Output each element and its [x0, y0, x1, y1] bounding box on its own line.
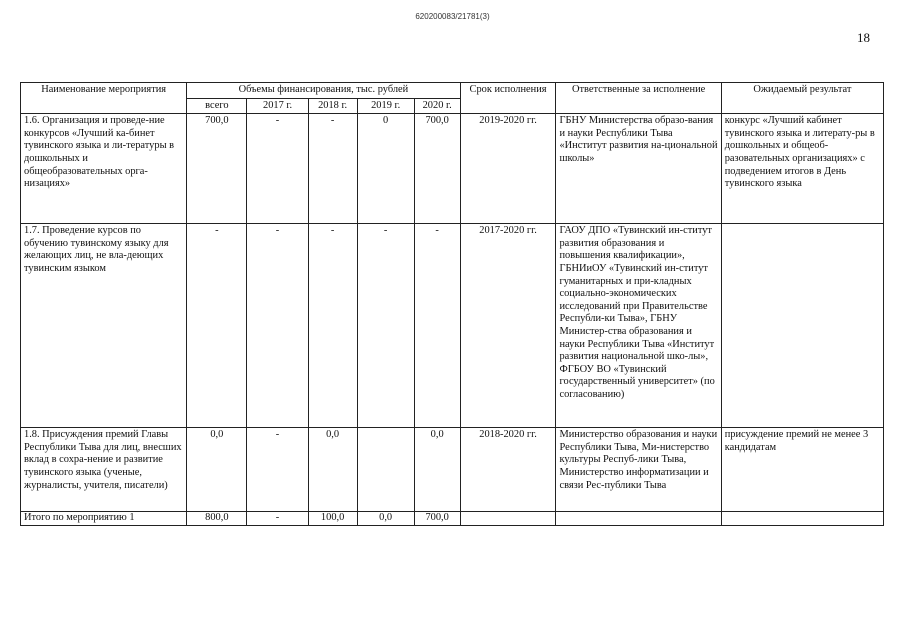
cell-2017: -: [247, 224, 308, 428]
header-2019: 2019 г.: [357, 98, 414, 114]
cell-total: 0,0: [187, 428, 247, 512]
cell-result: присуждение премий не менее 3 кандидатам: [721, 428, 883, 512]
cell-2018: -: [308, 224, 357, 428]
cell-name: 1.8. Присуждения премий Главы Республики Тыва для лиц, внесших вклад в сохра-нение и развитие тувинского языка (ученые, журналисты, учителя, писатели): [21, 428, 187, 512]
cell-total: -: [187, 224, 247, 428]
total-2018: 100,0: [308, 512, 357, 526]
cell-term: 2019-2020 гг.: [460, 114, 556, 224]
document-stamp: 620200083/21781(3): [415, 12, 490, 21]
total-label: Итого по мероприятию 1: [21, 512, 187, 526]
header-2018: 2018 г.: [308, 98, 357, 114]
cell-result: конкурс «Лучший кабинет тувинского языка и литерату-ры в дошкольных и общеоб-разовательных организациях» с подведением итогов в День тувинского языка: [721, 114, 883, 224]
header-2017: 2017 г.: [247, 98, 308, 114]
page-number: 18: [857, 30, 870, 45]
cell-2020: -: [414, 224, 460, 428]
cell-2017: -: [247, 114, 308, 224]
cell-responsible: Министерство образования и науки Республики Тыва, Ми-нистерство культуры Респуб-лики Тыва, Министерство информатизации и связи Рес-публики Тыва: [556, 428, 721, 512]
header-responsible: Ответственные за исполнение: [556, 83, 721, 114]
total-term: [460, 512, 556, 526]
header-funding: Объемы финансирования, тыс. рублей: [187, 83, 460, 99]
header-term: Срок исполнения: [460, 83, 556, 114]
cell-name: 1.6. Организация и проведе-ние конкурсов «Лучший ка-бинет тувинского языка и ли-тературы в дошкольных и общеобразовательных орга-низациях»: [21, 114, 187, 224]
cell-responsible: ГАОУ ДПО «Тувинский ин-ститут развития образования и повышения квалификации», ГБНИиОУ «Тувинский ин-ститут гуманитарных и при-кладных социально-экономических исследований при Правительстве Республи-ки Тыва», ГБНУ Министер-ства образования и науки Республики Тыва «Институт развития национальной шко-лы», ФГБОУ ВО «Тувинский государственный университет» (по согласованию): [556, 224, 721, 428]
cell-2019: 0: [357, 114, 414, 224]
cell-term: 2018-2020 гг.: [460, 428, 556, 512]
header-row-1: [21, 83, 884, 99]
cell-2018: -: [308, 114, 357, 224]
cell-2020: 700,0: [414, 114, 460, 224]
activities-table: [20, 82, 884, 526]
cell-term: 2017-2020 гг.: [460, 224, 556, 428]
cell-2019: [357, 428, 414, 512]
total-2017: -: [247, 512, 308, 526]
header-total: всего: [187, 98, 247, 114]
total-2020: 700,0: [414, 512, 460, 526]
header-result: Ожидаемый результат: [721, 83, 883, 114]
table-row: [21, 428, 884, 512]
cell-name: 1.7. Проведение курсов по обучению тувинскому языку для желающих лиц, не вла-деющих тувинским языком: [21, 224, 187, 428]
header-2020: 2020 г.: [414, 98, 460, 114]
cell-total: 700,0: [187, 114, 247, 224]
total-sum: 800,0: [187, 512, 247, 526]
header-name: Наименование мероприятия: [21, 83, 187, 114]
cell-2020: 0,0: [414, 428, 460, 512]
cell-2018: 0,0: [308, 428, 357, 512]
total-responsible: [556, 512, 721, 526]
total-2019: 0,0: [357, 512, 414, 526]
total-result: [721, 512, 883, 526]
total-row: [21, 512, 884, 526]
cell-responsible: ГБНУ Министерства образо-вания и науки Республики Тыва «Институт развития на-циональной школы»: [556, 114, 721, 224]
cell-2017: -: [247, 428, 308, 512]
cell-result: [721, 224, 883, 428]
cell-2019: -: [357, 224, 414, 428]
table-row: [21, 114, 884, 224]
table-row: [21, 224, 884, 428]
